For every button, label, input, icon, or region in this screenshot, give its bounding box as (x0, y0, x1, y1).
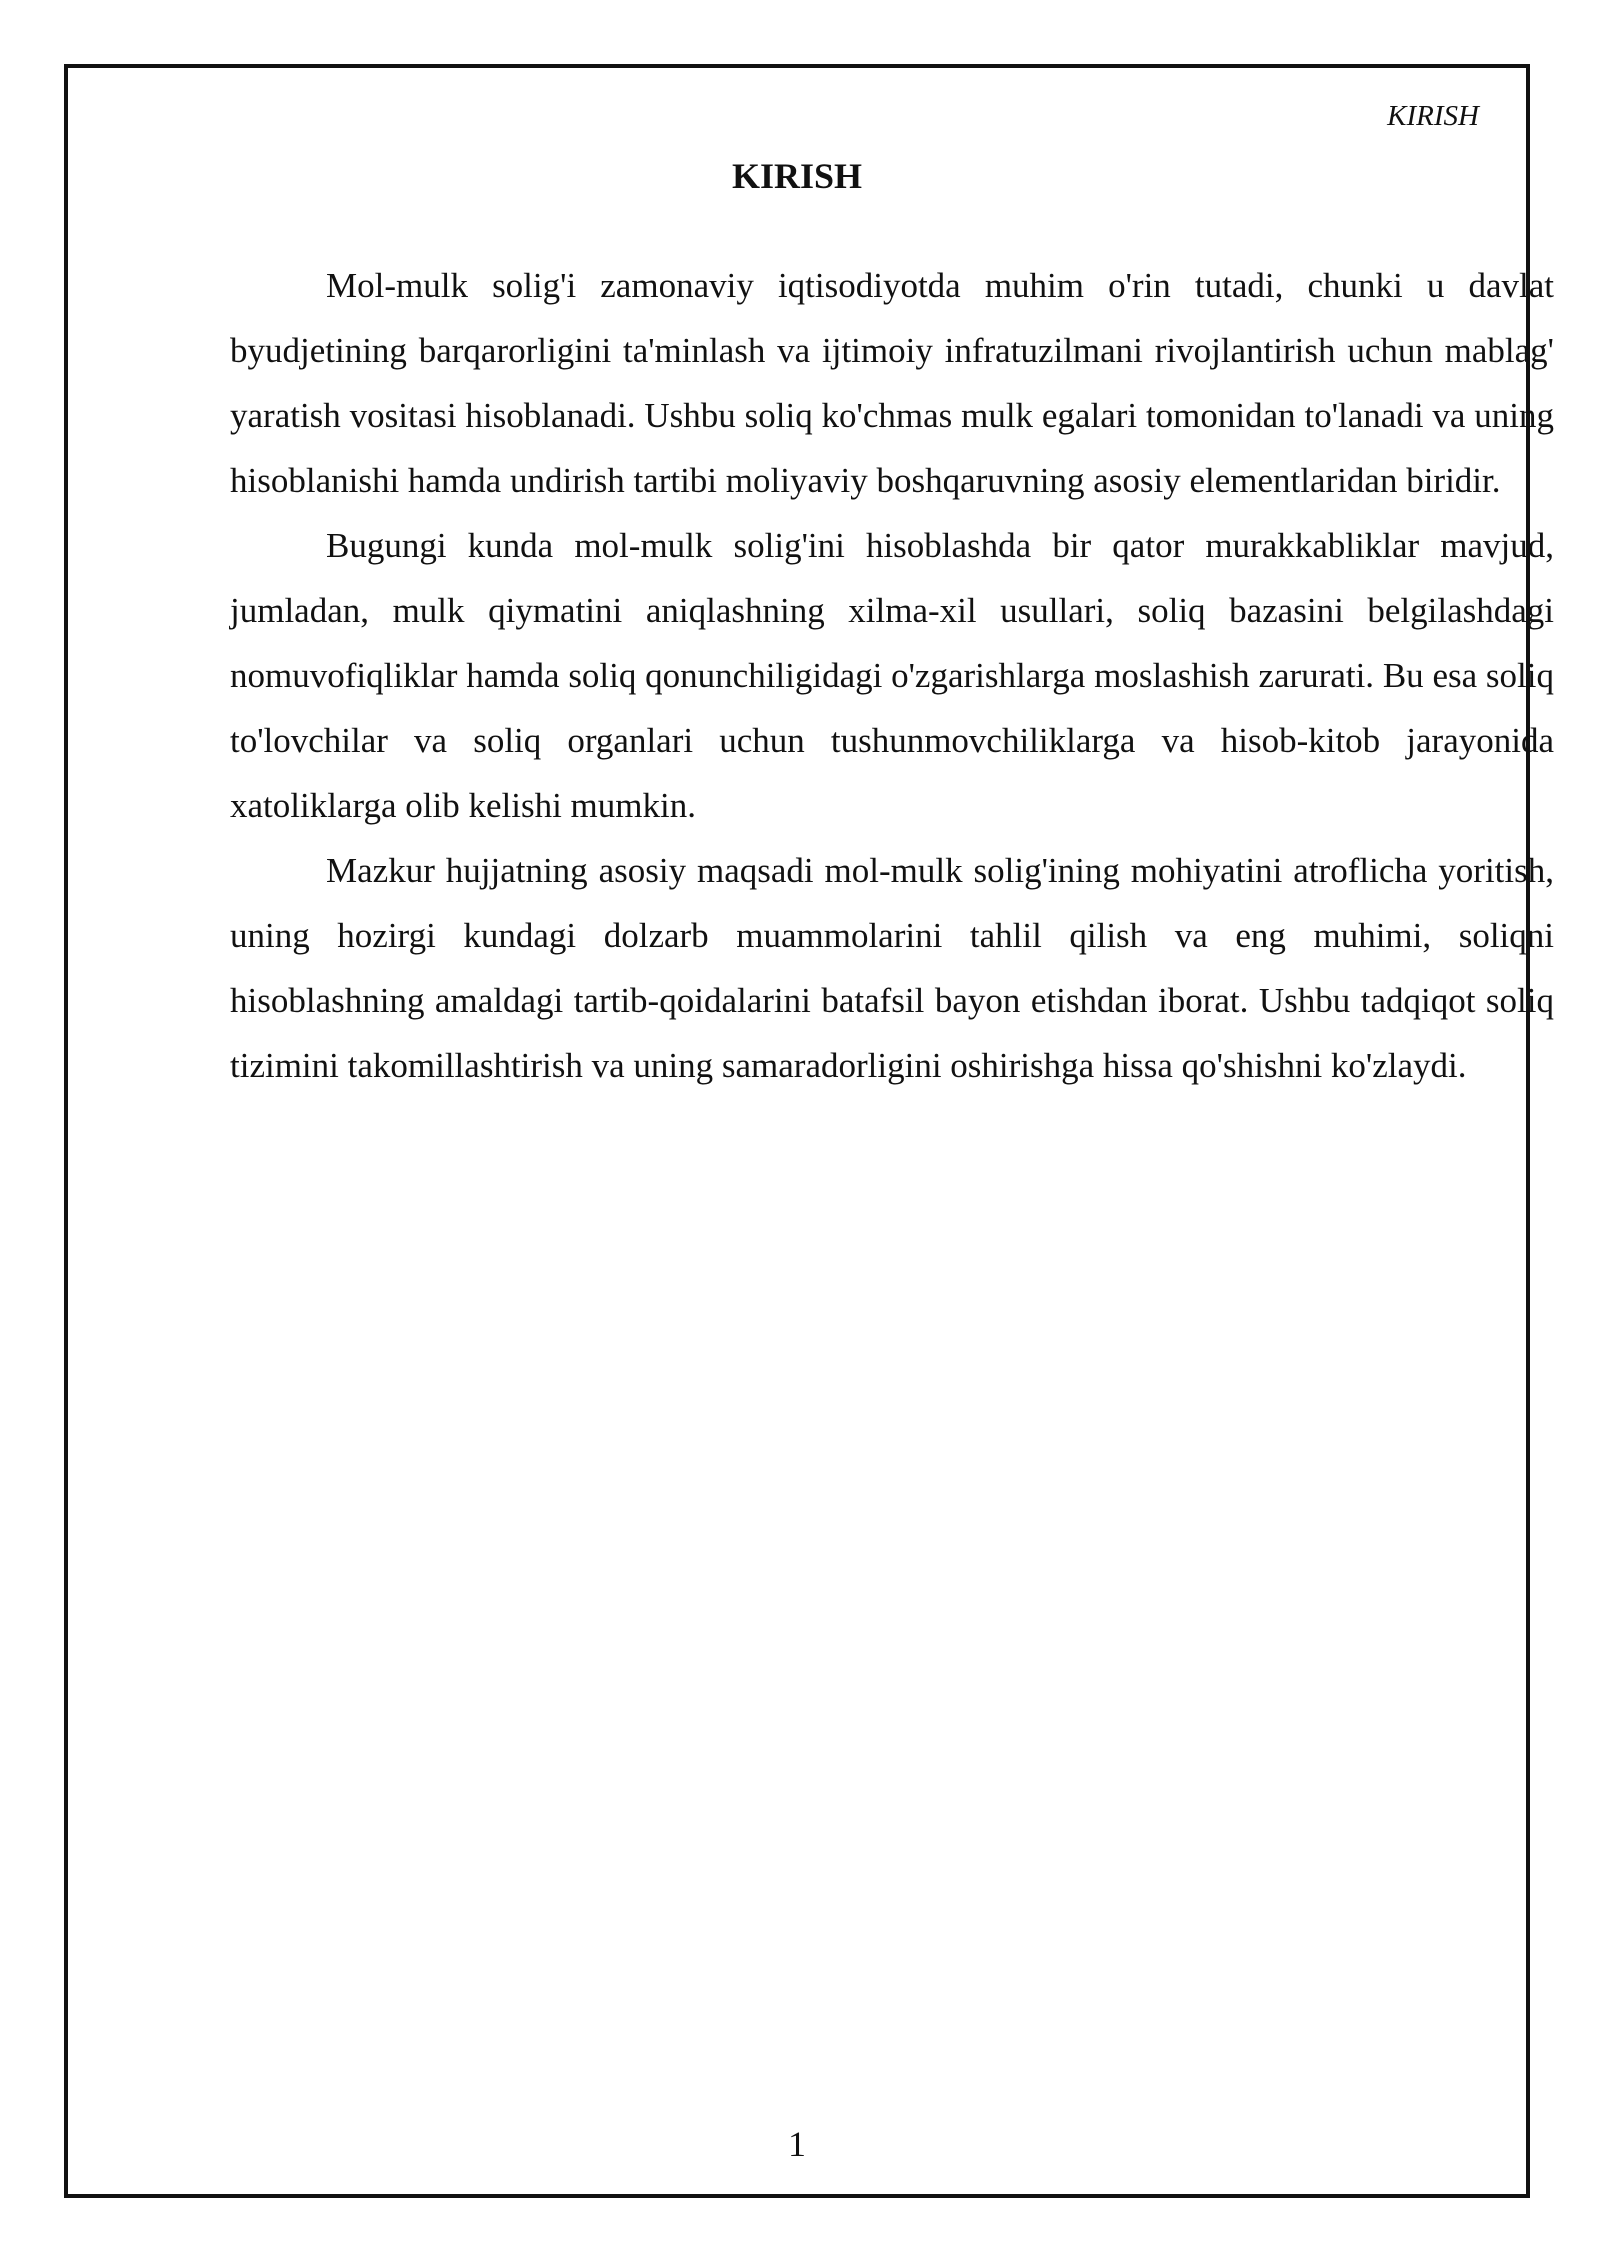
page-number: 1 (788, 2124, 806, 2164)
page-title: KIRISH (731, 156, 863, 196)
page-border (64, 64, 1554, 2198)
paragraph-3: Mazkur hujjatning asosiy maqsadi mol-mulk solig'ining mohiyatini atroflicha yoritish, uning hozirgi kundagi dolzarb muammolarini tahlil qilish va eng muhimi, soliqni hisoblashning amaldagi tartib-qoidalarini batafsil bayon etishdan iborat. Ushbu tadqiqot soliq tizimini takomillashtirish va uning samaradorligini oshirishga hissa qo'shishni ko'zlaydi. (230, 851, 1554, 1085)
running-header: KIRISH (1387, 100, 1479, 132)
body-text (230, 253, 1554, 1098)
paragraph-1: Mol-mulk solig'i zamonaviy iqtisodiyotda muhim o'rin tutadi, chunki u davlat byudjetining barqarorligini ta'minlash va ijtimoiy infratuzilmani rivojlantirish uchun mablag' yaratish vositasi hisoblanadi. Ushbu soliq ko'chmas mulk egalari tomonidan to'lanadi va uning hisoblanishi hamda undirish tartibi moliyaviy boshqaruvning asosiy elementlaridan biridir. (230, 266, 1554, 500)
paragraph-2: Bugungi kunda mol-mulk solig'ini hisoblashda bir qator murakkabliklar mavjud, jumladan, mulk qiymatini aniqlashning xilma-xil usullari, soliq bazasini belgilashdagi nomuvofiqliklar hamda soliq qonunchiligidagi o'zgarishlarga moslashish zarurati. Bu esa soliq to'lovchilar va soliq organlari uchun tushunmovchiliklarga va hisob-kitob jarayonida xatoliklarga olib kelishi mumkin. (230, 526, 1554, 825)
